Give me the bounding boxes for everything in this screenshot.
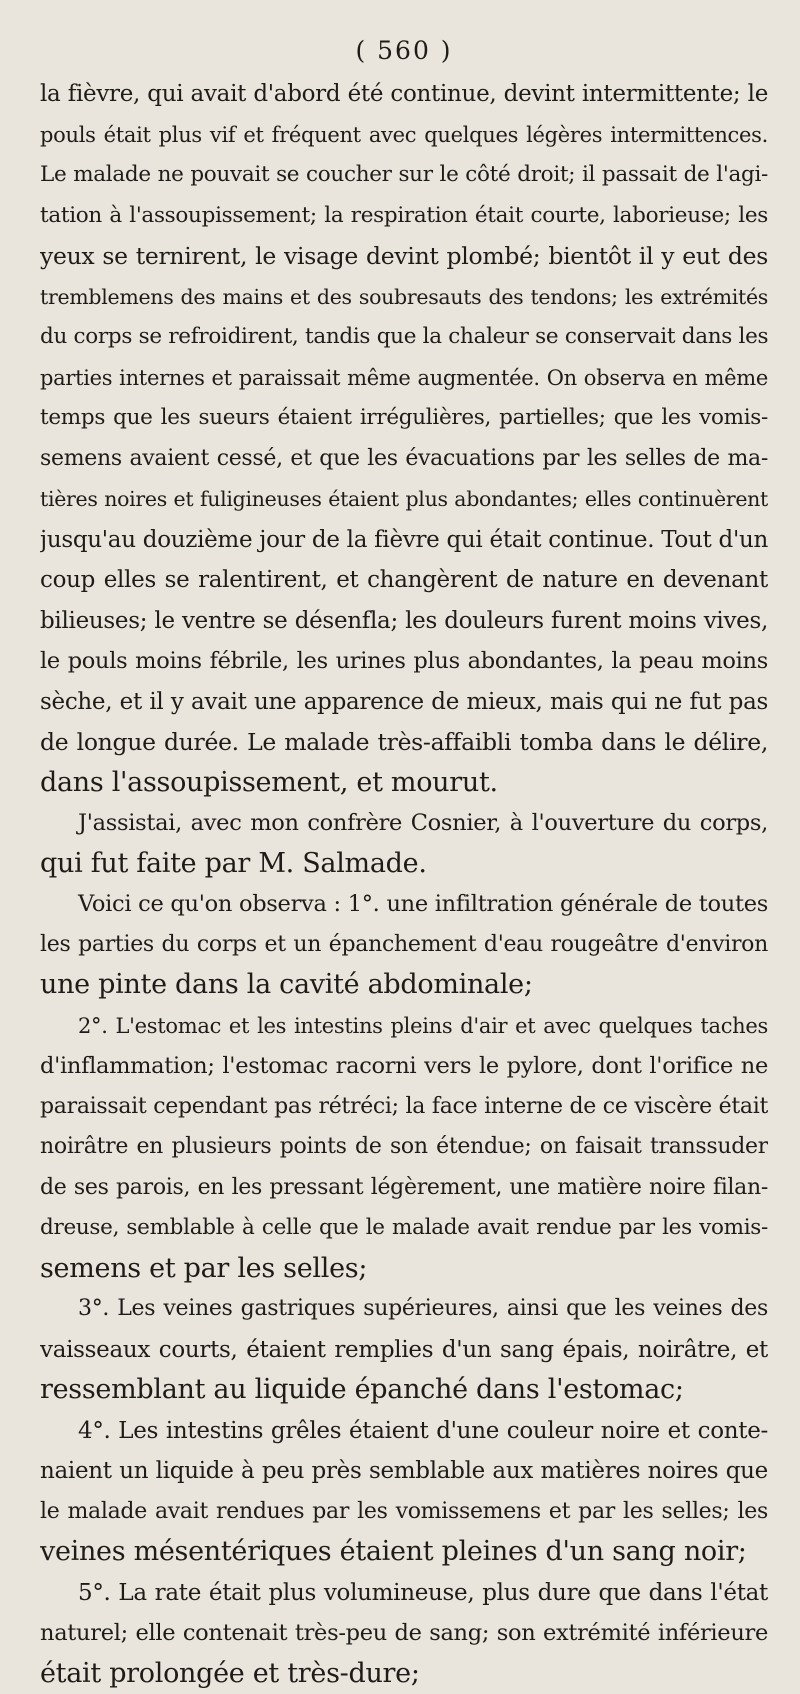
text-line: de longue durée. Le malade très-affaibli tomba dans le délire, (40, 722, 768, 763)
text-line: tation à l'assoupissement; la respiration était courte, laborieuse; les (40, 196, 768, 237)
text-line: semens avaient cessé, et que les évacuations par les selles de ma- (40, 439, 768, 480)
text-line: de ses parois, en les pressant légèrement, une matière noire filan- (40, 1168, 768, 1209)
text-line: sèche, et il y avait une apparence de mieux, mais qui ne fut pas (40, 682, 768, 723)
text-line: veines mésentériques étaient pleines d'un sang noir; (40, 1532, 768, 1573)
text-line: la fièvre, qui avait d'abord été continue, devint intermittente; le (40, 74, 768, 115)
text-line: yeux se ternirent, le visage devint plombé; bientôt il y eut des (40, 236, 768, 277)
text-line: le malade avait rendues par les vomissemens et par les selles; les (40, 1492, 768, 1533)
text-line: qui fut faite par M. Salmade. (40, 844, 768, 885)
page-number: ( 560 ) (40, 36, 768, 66)
body-text (40, 74, 768, 1694)
text-line: une pinte dans la cavité abdominale; (40, 965, 768, 1006)
text-line: les parties du corps et un épanchement d'eau rougeâtre d'environ (40, 925, 768, 966)
text-line: jusqu'au douzième jour de la fièvre qui était continue. Tout d'un (40, 520, 768, 561)
text-line: 3°. Les veines gastriques supérieures, ainsi que les veines des (40, 1289, 768, 1330)
text-line: le pouls moins fébrile, les urines plus abondantes, la peau moins (40, 641, 768, 682)
text-line: 4°. Les intestins grêles étaient d'une couleur noire et conte- (40, 1411, 768, 1452)
text-line: d'inflammation; l'estomac racorni vers le pylore, dont l'orifice ne (40, 1046, 768, 1087)
text-line: dans l'assoupissement, et mourut. (40, 763, 768, 804)
text-line: du corps se refroidirent, tandis que la chaleur se conservait dans les (40, 317, 768, 358)
text-line: dreuse, semblable à celle que le malade avait rendue par les vomis- (40, 1208, 768, 1249)
text-line: J'assistai, avec mon confrère Cosnier, à l'ouverture du corps, (40, 803, 768, 844)
text-line: temps que les sueurs étaient irrégulières, partielles; que les vomis- (40, 398, 768, 439)
text-line: était prolongée et très-dure; (40, 1654, 768, 1694)
text-line: parties internes et paraissait même augmentée. On observa en même (40, 358, 768, 399)
text-line: ressemblant au liquide épanché dans l'estomac; (40, 1370, 768, 1411)
text-line: pouls était plus vif et fréquent avec quelques légères intermittences. (40, 115, 768, 156)
text-line: 2°. L'estomac et les intestins pleins d'air et avec quelques taches (40, 1006, 768, 1047)
text-line: naturel; elle contenait très-peu de sang; son extrémité inférieure (40, 1613, 768, 1654)
text-line: coup elles se ralentirent, et changèrent de nature en devenant (40, 560, 768, 601)
text-line: tières noires et fuligineuses étaient plus abondantes; elles continuèrent (40, 479, 768, 520)
text-line: bilieuses; le ventre se désenfla; les douleurs furent moins vives, (40, 601, 768, 642)
text-line: semens et par les selles; (40, 1249, 768, 1290)
text-line: vaisseaux courts, étaient remplies d'un sang épais, noirâtre, et (40, 1330, 768, 1371)
text-line: 5°. La rate était plus volumineuse, plus dure que dans l'état (40, 1573, 768, 1614)
text-line: paraissait cependant pas rétréci; la face interne de ce viscère était (40, 1087, 768, 1128)
text-line: naient un liquide à peu près semblable aux matières noires que (40, 1451, 768, 1492)
text-line: Voici ce qu'on observa : 1°. une infiltration générale de toutes (40, 884, 768, 925)
text-line: Le malade ne pouvait se coucher sur le côté droit; il passait de l'agi- (40, 155, 768, 196)
text-line: noirâtre en plusieurs points de son étendue; on faisait transsuder (40, 1127, 768, 1168)
text-line: tremblemens des mains et des soubresauts des tendons; les extrémités (40, 277, 768, 318)
